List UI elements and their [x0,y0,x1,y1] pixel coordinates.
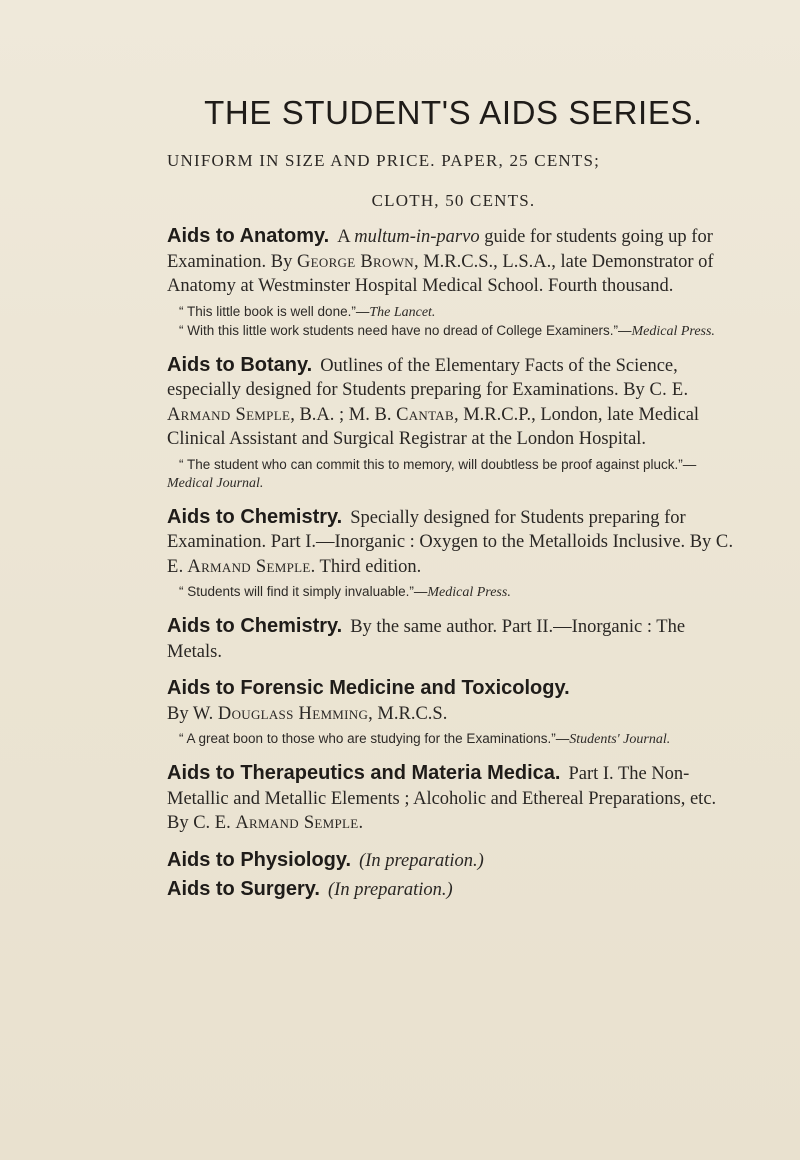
review-quote [167,322,740,341]
entry-text-italic: multum-in-parvo [354,227,480,247]
price-line-paper: UNIFORM IN SIZE AND PRICE. PAPER, 25 CENTS; [167,151,601,170]
entry-author: George Brown [297,251,414,272]
page-content [167,94,740,903]
entry-title: Aids to Botany. [167,353,313,376]
entry-text: Specially designed for Students preparing for Examination. Part I.—Inorganic : Oxygen to the Metalloids Inclusive. By [167,507,716,552]
entry-status-note: (In preparation.) [359,850,484,871]
review-quote [167,303,740,322]
entry-text: . [358,813,364,833]
quote-text: “ A great boon to those who are studying for the Examinations.”— [179,731,570,746]
entry-author-suffix: Cantab [396,404,454,425]
series-title: THE STUDENT'S AIDS SERIES. [204,94,703,131]
entry-title: Aids to Chemistry. [167,615,343,637]
entry-forensic-medicine [167,676,740,726]
quote-text: “ Students will find it simply invaluable.”— [179,584,428,599]
quote-source: Medical Press. [631,323,715,339]
entry-title: Aids to Chemistry. [167,505,343,528]
entry-chemistry-part-2 [167,614,740,664]
entry-text: , M.R.C.P., London, late Medical Clinical Assistant and Surgical Registrar at the London Hospital. [167,404,700,449]
entry-title: Aids to Therapeutics and Materia Medica. [167,762,561,784]
quote-text: “ This little book is well done.”— [179,303,370,319]
entry-status-note: (In preparation.) [328,880,453,900]
review-quote [167,456,740,493]
entry-text: Outlines of the Elementary Facts of the Science, especially designed for Students preparing for Examinations. By [167,355,678,400]
entry-text: , B.A. ; M. B. [290,404,397,425]
entry-chemistry-part-1 [167,505,740,580]
entry-botany [167,353,740,452]
entry-anatomy [167,224,740,299]
entry-title: Aids to Physiology. [167,848,352,871]
entry-author: C. E. Armand Semple [167,380,689,425]
entry-physiology [167,848,740,874]
entry-text: , M.R.C.S. [368,703,448,724]
review-quote [167,583,740,602]
quote-source: Students' Journal. [569,732,671,747]
entry-text: . Third edition. [310,556,422,577]
entry-text: By the same author. Part II.—Inorganic : The Metals. [167,617,686,662]
entry-text: guide for students going up for Examination. By [167,227,713,272]
entry-title: Aids to Anatomy. [167,225,330,247]
entry-title: Aids to Forensic Medicine and Toxicology. [167,677,570,699]
entry-therapeutics [167,761,740,836]
review-quote [167,730,740,749]
quote-source: Medical Press. [427,585,511,600]
entry-text: By W. [167,703,218,724]
quote-source: The Lancet. [369,304,436,320]
entry-surgery [167,877,740,903]
entry-author: Douglass Hemming [217,703,369,724]
quote-source: Medical Journal. [167,475,264,491]
quote-text: “ With this little work students need have no dread of College Examiners.”— [179,322,632,338]
entry-title: Aids to Surgery. [167,878,320,900]
entry-author: Armand Semple [235,813,359,833]
price-line-cloth: CLOTH, 50 CENTS. [371,191,536,210]
entry-text: A [337,227,355,247]
entry-text: Part I. The Non-Metallic and Metallic Elements ; Alcoholic and Ethereal Preparations, etc. By C. E. [167,764,717,833]
entry-author: C. E. Armand Semple [167,532,734,577]
quote-text: “ The student who can commit this to memory, will doubtless be proof against pluck.”— [179,456,697,472]
entry-text: , M.R.C.S., L.S.A., late Demonstrator of Anatomy at Westminster Hospital Medical School. Fourth thousand. [167,251,714,296]
